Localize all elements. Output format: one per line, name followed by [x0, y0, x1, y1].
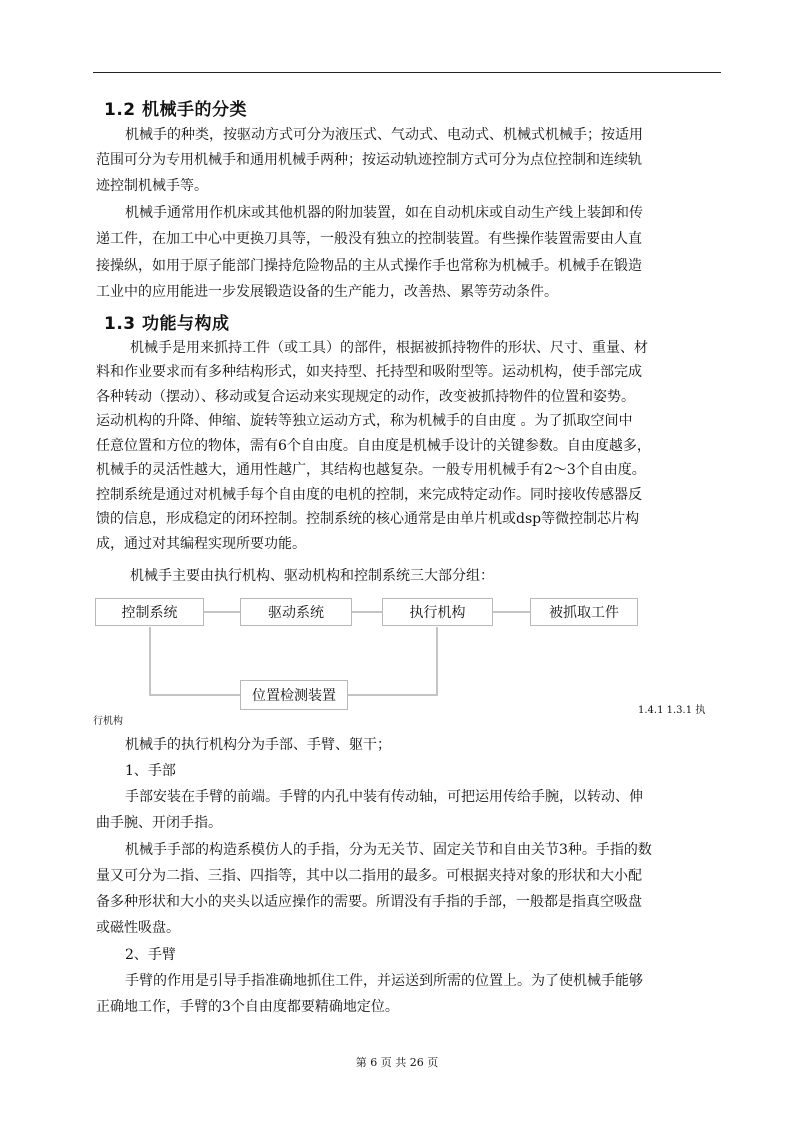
header-rule: [93, 72, 721, 73]
paragraph-line: 机械手手部的构造系模仿人的手指，分为无关节、固定关节和自由关节3种。手指的数: [125, 842, 652, 858]
paragraph-line: 手臂的作用是引导手指准确地抓住工件，并运送到所需的位置上。为了使机械手能够: [125, 973, 643, 989]
paragraph-line: 料和作业要求而有多种结构形式，如夹持型、托持型和吸附型等。运动机构，使手部完成: [96, 364, 642, 380]
paragraph-line: 迹控制机械手等。: [96, 178, 208, 194]
box-position-sensor: 位置检测装置: [240, 680, 348, 710]
paragraph-line: 量又可分为二指、三指、四指等，其中以二指用的最多。可根据夹持对象的形状和大小配: [96, 868, 642, 884]
paragraph-line: 运动机构的升降、伸缩、旋转等独立运动方式，称为机械手的自由度 。为了抓取空间中: [96, 413, 633, 429]
connector-actuator-workpiece: [493, 611, 530, 613]
connector-feedback-left: [149, 627, 151, 696]
paragraph-line: 工业中的应用能进一步发展锻造设备的生产能力，改善热、累等劳动条件。: [96, 284, 558, 300]
box-drive-system: 驱动系统: [240, 598, 352, 626]
paragraph-line: 机械手的种类，按驱动方式可分为液压式、气动式、电动式、机械式机械手；按适用: [125, 127, 643, 143]
paragraph-line: 递工件，在加工中心中更换刀具等，一般没有独立的控制装置。有些操作装置需要由人直: [96, 231, 642, 247]
paragraph-line: 馈的信息，形成稳定的闭环控制。控制系统的核心通常是由单片机或dsp等微控制芯片构: [96, 511, 640, 527]
page-footer: 第 6 页 共 26 页: [355, 1056, 439, 1069]
paragraph-line: 各种转动（摆动）、移动或复合运动来实现规定的动作，改变被抓持物件的位置和姿势。: [96, 389, 635, 405]
paragraph-line: 正确地工作，手臂的3个自由度都要精确地定位。: [96, 999, 399, 1015]
diagram-intro: 机械手主要由执行机构、驱动机构和控制系统三大部分组：: [130, 568, 494, 584]
paragraph-line: 手部安装在手臂的前端。手臂的内孔中装有传动轴，可把运用传给手腕，以转动、伸: [125, 789, 643, 805]
connector-control-drive: [204, 611, 240, 613]
paragraph-line: 机械手的执行机构分为手部、手臂、躯干；: [125, 737, 391, 753]
box-workpiece: 被抓取工件: [530, 598, 638, 626]
connector-drive-actuator: [352, 611, 382, 613]
subheading-hand: 1、手部: [125, 763, 176, 779]
paragraph-line: 范围可分为专用机械手和通用机械手两种；按运动轨迹控制方式可分为点位控制和连续轨: [96, 152, 642, 168]
paragraph-line: 接操纵，如用于原子能部门操持危险物品的主从式操作手也常称为机械手。机械手在锻造: [96, 258, 642, 274]
connector-feedback-bottom-right: [348, 694, 438, 696]
section-heading-1-2: 1.2 机械手的分类: [104, 100, 248, 120]
paragraph-line: 备多种形状和大小的夹头以适应操作的需要。所谓没有手指的手部，一般都是指真空吸盘: [96, 894, 642, 910]
box-control-system: 控制系统: [95, 598, 204, 626]
figure-caption: 1.4.1 1.3.1 执: [638, 705, 706, 716]
subheading-arm: 2、手臂: [125, 947, 176, 963]
section-heading-1-3: 1.3 功能与构成: [104, 314, 230, 334]
paragraph-line: 控制系统是通过对机械手每个自由度的电机的控制，来完成特定动作。同时接收传感器反: [96, 487, 642, 503]
paragraph-line: 成，通过对其编程实现所要功能。: [96, 536, 306, 552]
box-actuator: 执行机构: [382, 598, 493, 626]
connector-feedback-bottom-left: [149, 694, 240, 696]
paragraph-line: 机械手通常用作机床或其他机器的附加装置，如在自动机床或自动生产线上装卸和传: [125, 205, 643, 221]
paragraph-line: 曲手腕、开闭手指。: [96, 815, 222, 831]
paragraph-line: 任意位置和方位的物体，需有6个自由度。自由度是机械手设计的关键参数。自由度越多，: [96, 438, 651, 454]
connector-feedback-right: [436, 627, 438, 696]
paragraph-line: 或磁性吸盘。: [96, 920, 180, 936]
figure-caption-continued: 行机构: [93, 716, 123, 727]
paragraph-line: 机械手是用来抓持工件（或工具）的部件，根据被抓持物件的形状、尺寸、重量、材: [130, 340, 648, 356]
paragraph-line: 机械手的灵活性越大，通用性越广，其结构也越复杂。一般专用机械手有2～3个自由度。: [96, 462, 646, 478]
